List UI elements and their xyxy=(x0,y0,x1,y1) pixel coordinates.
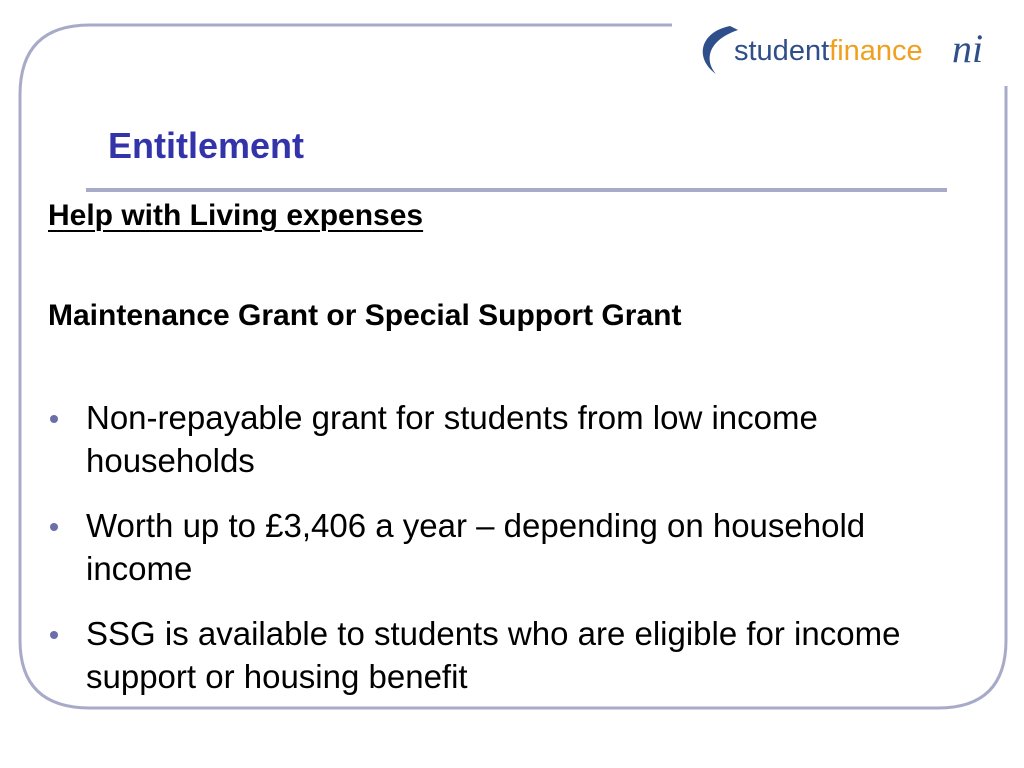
logo-word-student: student xyxy=(734,35,830,67)
title-divider xyxy=(86,188,947,192)
bullet-item xyxy=(48,612,968,698)
bullet-list xyxy=(48,396,968,720)
bullet-text: Non-repayable grant for students from low income households xyxy=(86,399,818,479)
bullet-dot-icon xyxy=(50,415,58,423)
bullet-item xyxy=(48,396,968,482)
slide-title: Entitlement xyxy=(108,125,305,166)
bullet-text: Worth up to £3,406 a year – depending on household income xyxy=(86,507,866,587)
section-subheading: Help with Living expenses xyxy=(48,199,424,232)
grant-heading: Maintenance Grant or Special Support Grant xyxy=(48,299,682,332)
bullet-dot-icon xyxy=(50,631,58,639)
bullet-dot-icon xyxy=(50,523,58,531)
logo-word-ni: ni xyxy=(952,26,984,71)
student-finance-logo xyxy=(690,18,1010,88)
swoosh-icon xyxy=(703,26,738,74)
bullet-item xyxy=(48,504,968,590)
svg-text:studentfinance xyxy=(734,35,923,67)
logo-word-finance: finance xyxy=(829,35,923,67)
bullet-text: SSG is available to students who are eligible for income support or housing benefit xyxy=(86,615,901,695)
